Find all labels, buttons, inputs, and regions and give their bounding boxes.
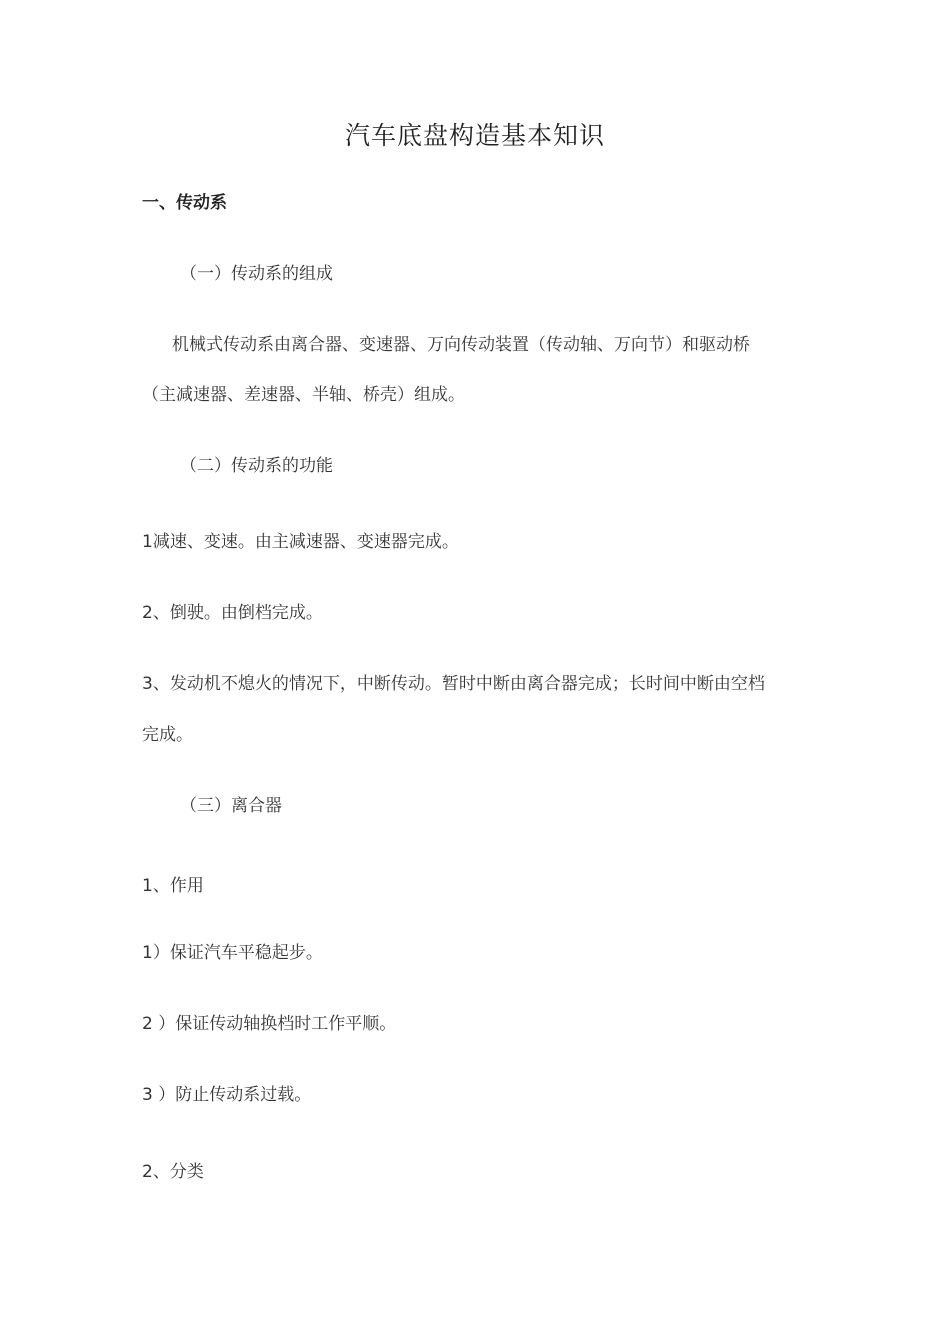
subsection-heading-composition: （一）传动系的组成 [180,264,333,284]
paragraph-composition-line-2: （主减速器、差速器、半轴、桥壳）组成。 [142,385,465,405]
paragraph-composition-line-1: 机械式传动系由离合器、变速器、万向传动装置（传动轴、万向节）和驱动桥 [172,335,750,355]
function-item-2: 2、倒驶。由倒档完成。 [142,603,323,623]
clutch-role-heading: 1、作用 [142,876,204,896]
clutch-role-item-3: 3 ）防止传动系过载。 [142,1085,312,1105]
clutch-classification-heading: 2、分类 [142,1162,204,1182]
clutch-role-item-2: 2 ）保证传动轴换档时工作平顺。 [142,1014,397,1034]
function-item-3-line-2: 完成。 [142,725,193,745]
document-title: 汽车底盘构造基本知识 [344,121,605,150]
function-item-3-line-1: 3、发动机不熄火的情况下，中断传动。暂时中断由离合器完成；长时间中断由空档 [142,674,765,694]
section-heading-transmission: 一、传动系 [142,193,227,213]
subsection-heading-function: （二）传动系的功能 [180,456,333,476]
function-item-1: 1减速、变速。由主减速器、变速器完成。 [142,532,459,552]
clutch-role-item-1: 1）保证汽车平稳起步。 [142,943,323,963]
subsection-heading-clutch: （三）离合器 [180,796,282,816]
